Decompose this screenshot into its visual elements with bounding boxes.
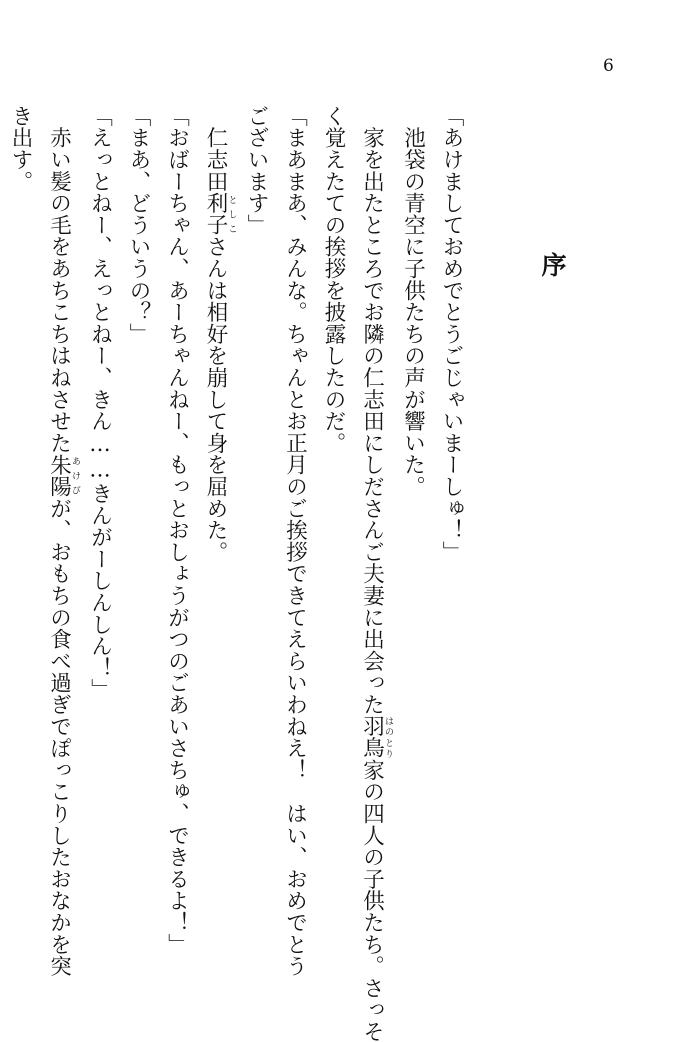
text-line: 赤い髪の毛をあちこちはねさせた朱陽あけびが、おもちの食べ過ぎでぽっこりしたおなかを突 [46, 105, 80, 978]
furigana: 朱陽あけび [46, 453, 80, 498]
text-line: 家を出たところでお隣の仁志田にしださんご夫妻に出会った羽鳥はのとり家の四人の子供たち。さっそ [359, 105, 393, 1042]
page-number: 6 [603, 56, 614, 76]
text-line: 「まあ、どういうの？」 [126, 105, 151, 345]
text-line: き出す。 [8, 105, 33, 193]
chapter-title: 序 [538, 252, 567, 277]
text-line: 「おばーちゃん、あーちゃんねー、もっとおしょうがつのごあいさちゅ、できるよ！」 [164, 105, 190, 956]
furigana: 羽鳥はのとり [359, 715, 393, 760]
text-line: く覚えたての挨拶を披露したのだ。 [321, 105, 346, 454]
text-line: 「あけましておめでとうごじゃいまーしゅ！」 [439, 105, 464, 563]
text-line: ございます」 [244, 105, 269, 236]
text-line: 池袋の青空に子供たちの声が響いた。 [400, 105, 426, 498]
furigana: 利子としこ [203, 192, 237, 236]
text-line: 「えっとねー、えっとねー、きん……きんがーしんしん！」 [87, 105, 113, 701]
body-text [8, 105, 470, 1042]
text-line: 「まあまあ、みんな。ちゃんとお正月のご挨拶できてえらいわねえ！ はい、おめでとう [282, 105, 308, 977]
text-line: 仁志田利子としこさんは相好を崩して身を屈めた。 [203, 105, 237, 563]
